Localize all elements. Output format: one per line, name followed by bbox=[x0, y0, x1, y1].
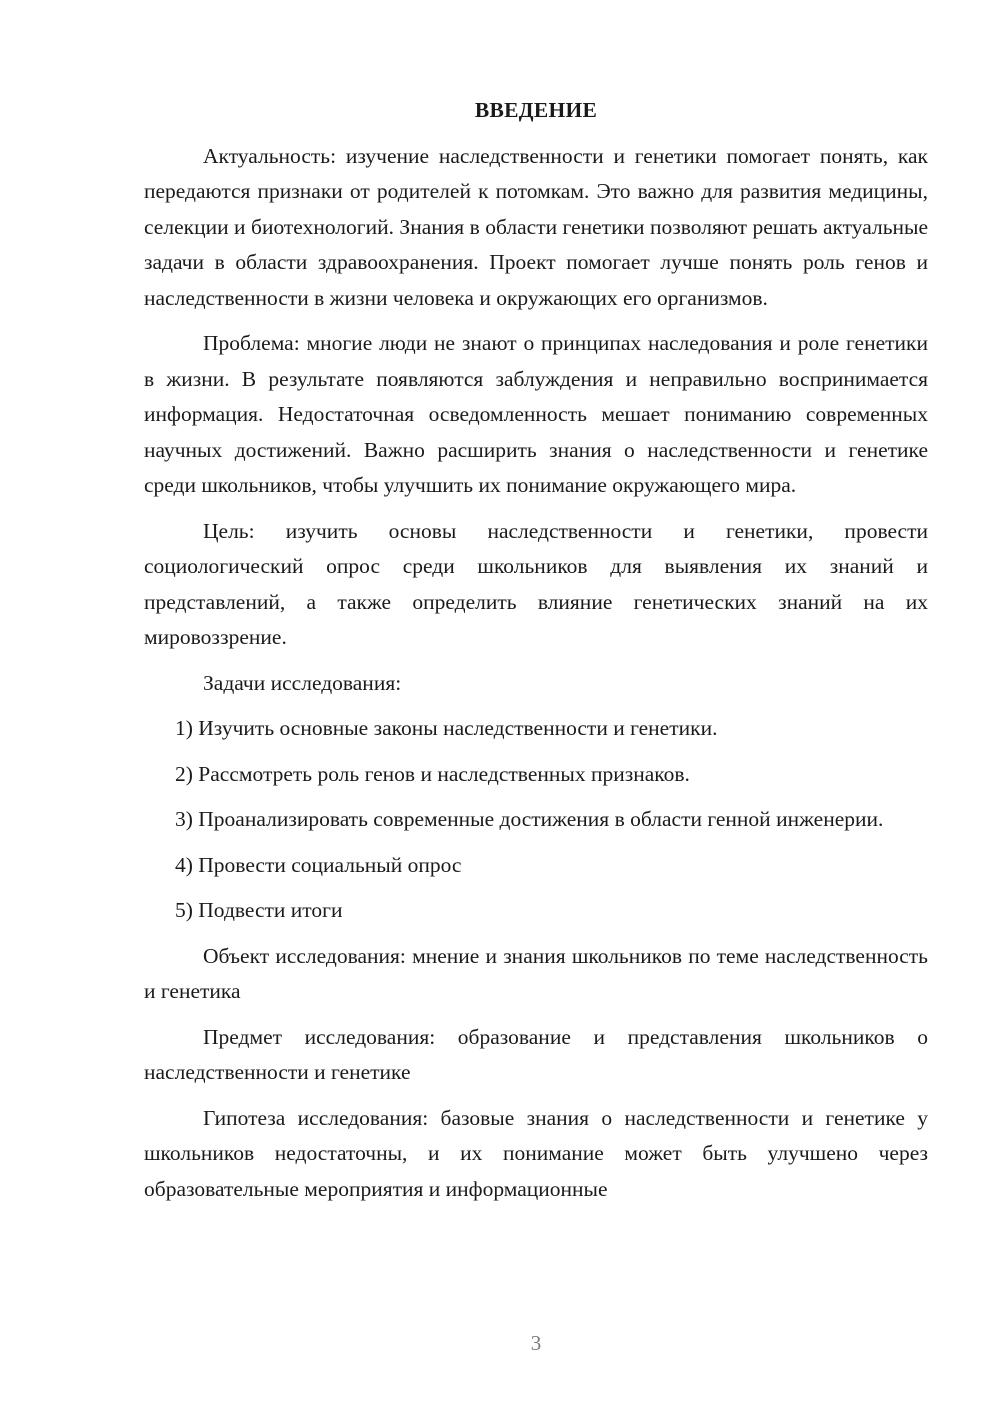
page-number: 3 bbox=[530, 1331, 542, 1355]
problem-paragraph: Проблема: многие люди не знают о принципах наследования и роле генетики в жизни. В результате появляются заблуждения и неправильно воспринимается информация. Недостаточная осведомленность мешает пониманию современных научных достижений. Важно расширить знания о наследственности и генетике среди школьников, чтобы улучшить их понимание окружающего мира. bbox=[144, 331, 928, 497]
object-paragraph: Объект исследования: мнение и знания школьников по теме наследственность и генетика bbox=[144, 943, 928, 1003]
tasks-title: Задачи исследования: bbox=[203, 670, 402, 695]
page-content bbox=[144, 93, 928, 1217]
relevance-paragraph: Актуальность: изучение наследственности и генетики помогает понять, как передаются признаки от родителей к потомкам. Это важно для развития медицины, селекции и биотехнологий. Знания в области генетики позволяют решать актуальные задачи в области здравоохранения. Проект помогает лучше понять роль генов и наследственности в жизни человека и окружающих его организмов. bbox=[144, 143, 928, 310]
goal-paragraph: Цель: изучить основы наследственности и генетики, провести социологический опрос среди школьников для выявления их знаний и представлений, а также определить влияние генетических знаний на их мировоззрение. bbox=[144, 518, 928, 649]
hypothesis-paragraph: Гипотеза исследования: базовые знания о наследственности и генетике у школьников недостаточны, и их понимание может быть улучшено через образовательные мероприятия и информационные bbox=[144, 1105, 928, 1201]
task-item-2: 2) Рассмотреть роль генов и наследственных признаков. bbox=[175, 761, 690, 786]
section-heading: ВВЕДЕНИЕ bbox=[474, 98, 598, 122]
task-item-3: 3) Проанализировать современные достижения в области генной инженерии. bbox=[175, 807, 884, 831]
task-item-1: 1) Изучить основные законы наследственности и генетики. bbox=[175, 716, 718, 740]
task-item-4: 4) Провести социальный опрос bbox=[175, 852, 462, 877]
task-item-5: 5) Подвести итоги bbox=[175, 898, 343, 922]
subject-paragraph: Предмет исследования: образование и представления школьников о наследственности и генетике bbox=[144, 1024, 928, 1084]
